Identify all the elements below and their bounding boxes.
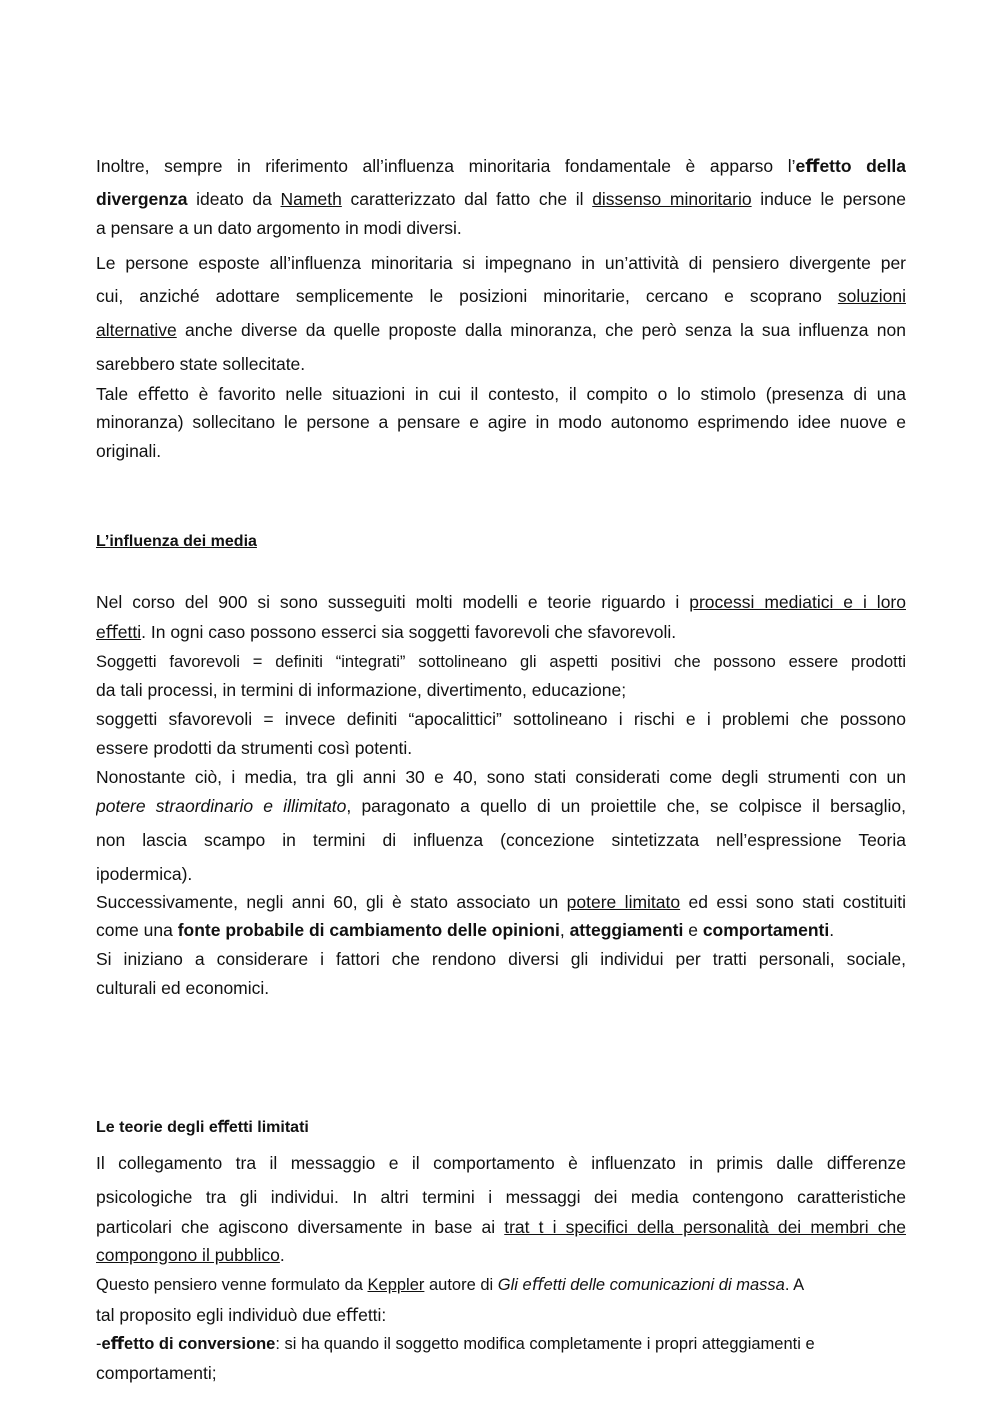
text-line: soggetti sfavorevoli = invece deﬁniti “apocalittici” sottolineano i rischi e i problemi che possono	[96, 709, 906, 729]
text-line: Successivamente, negli anni 60, gli è stato associato un potere limitato ed essi sono stati costituiti	[96, 892, 906, 912]
text-line: Soggetti favorevoli = deﬁniti “integrati” sottolineano gli aspetti positivi che possono essere prodotti	[96, 653, 906, 671]
text-line: Si iniziano a considerare i fattori che rendono diversi gli individui per tratti personali, sociale,	[96, 949, 906, 969]
text-line: tal proposito egli individuò due eﬀetti:	[96, 1305, 387, 1325]
text-line: particolari che agiscono diversamente in base ai trat t i speciﬁci della personalità dei membri che	[96, 1217, 906, 1237]
text-line: originali.	[96, 441, 162, 461]
text-line: Questo pensiero venne formulato da Keppler autore di Gli eﬀetti delle comunicazioni di massa. A	[96, 1276, 805, 1294]
text-line: Nel corso del 900 si sono susseguiti molti modelli e teorie riguardo i processi mediatici e i loro	[96, 592, 906, 612]
text-line: minoranza) sollecitano le persone a pensare e agire in modo autonomo esprimendo idee nuove e	[96, 412, 906, 432]
text-line: Nonostante ciò, i media, tra gli anni 30 e 40, sono stati considerati come degli strumenti con un	[96, 767, 906, 787]
text-line: a pensare a un dato argomento in modi diversi.	[96, 218, 462, 238]
section-heading: Le teorie degli eﬀetti limitati	[96, 1119, 309, 1136]
text-line: non lascia scampo in termini di inﬂuenza (concezione sintetizzata nell’espressione Teoria	[96, 830, 906, 850]
text-line: psicologiche tra gli individui. In altri termini i messaggi dei media contengono caratteristiche	[96, 1187, 906, 1207]
text-line: come una fonte probabile di cambiamento delle opinioni, atteggiamenti e comportamenti.	[96, 920, 835, 940]
text-line: Tale eﬀetto è favorito nelle situazioni in cui il contesto, il compito o lo stimolo (presenza di una	[96, 384, 906, 404]
text-line: culturali ed economici.	[96, 978, 270, 998]
text-line: -eﬀetto di conversione: si ha quando il soggetto modiﬁca completamente i propri atteggiamenti e	[96, 1335, 815, 1353]
text-line: Il collegamento tra il messaggio e il comportamento è inﬂuenzato in primis dalle diﬀerenze	[96, 1153, 906, 1173]
text-line: compongono il pubblico.	[96, 1245, 285, 1265]
text-line: potere straordinario e illimitato, paragonato a quello di un proiettile che, se colpisce il bersaglio,	[96, 796, 906, 816]
link-nameth: Nameth	[280, 189, 342, 209]
text-line: comportamenti;	[96, 1363, 217, 1383]
text-line: eﬀetti. In ogni caso possono esserci sia soggetti favorevoli che sfavorevoli.	[96, 622, 677, 642]
text-line: sarebbero state sollecitate.	[96, 354, 306, 374]
text-line: Le persone esposte all’inﬂuenza minoritaria si impegnano in un’attività di pensiero divergente per	[96, 253, 906, 273]
text-line: alternative anche diverse da quelle proposte dalla minoranza, che però senza la sua inﬂuenza non	[96, 320, 906, 340]
text-line: da tali processi, in termini di informazione, divertimento, educazione;	[96, 680, 627, 700]
text-line: divergenza ideato da Nameth caratterizzato dal fatto che il dissenso minoritario induce le persone	[96, 189, 906, 209]
section-heading: L’inﬂuenza dei media	[96, 533, 257, 550]
text-line: essere prodotti da strumenti così potenti.	[96, 738, 413, 758]
text-line: ipodermica).	[96, 864, 193, 884]
text-line: cui, anziché adottare semplicemente le posizioni minoritarie, cercano e scoprano soluzioni	[96, 286, 906, 306]
text-line: Inoltre, sempre in riferimento all’inﬂuenza minoritaria fondamentale è apparso l’eﬀetto della	[96, 156, 906, 176]
